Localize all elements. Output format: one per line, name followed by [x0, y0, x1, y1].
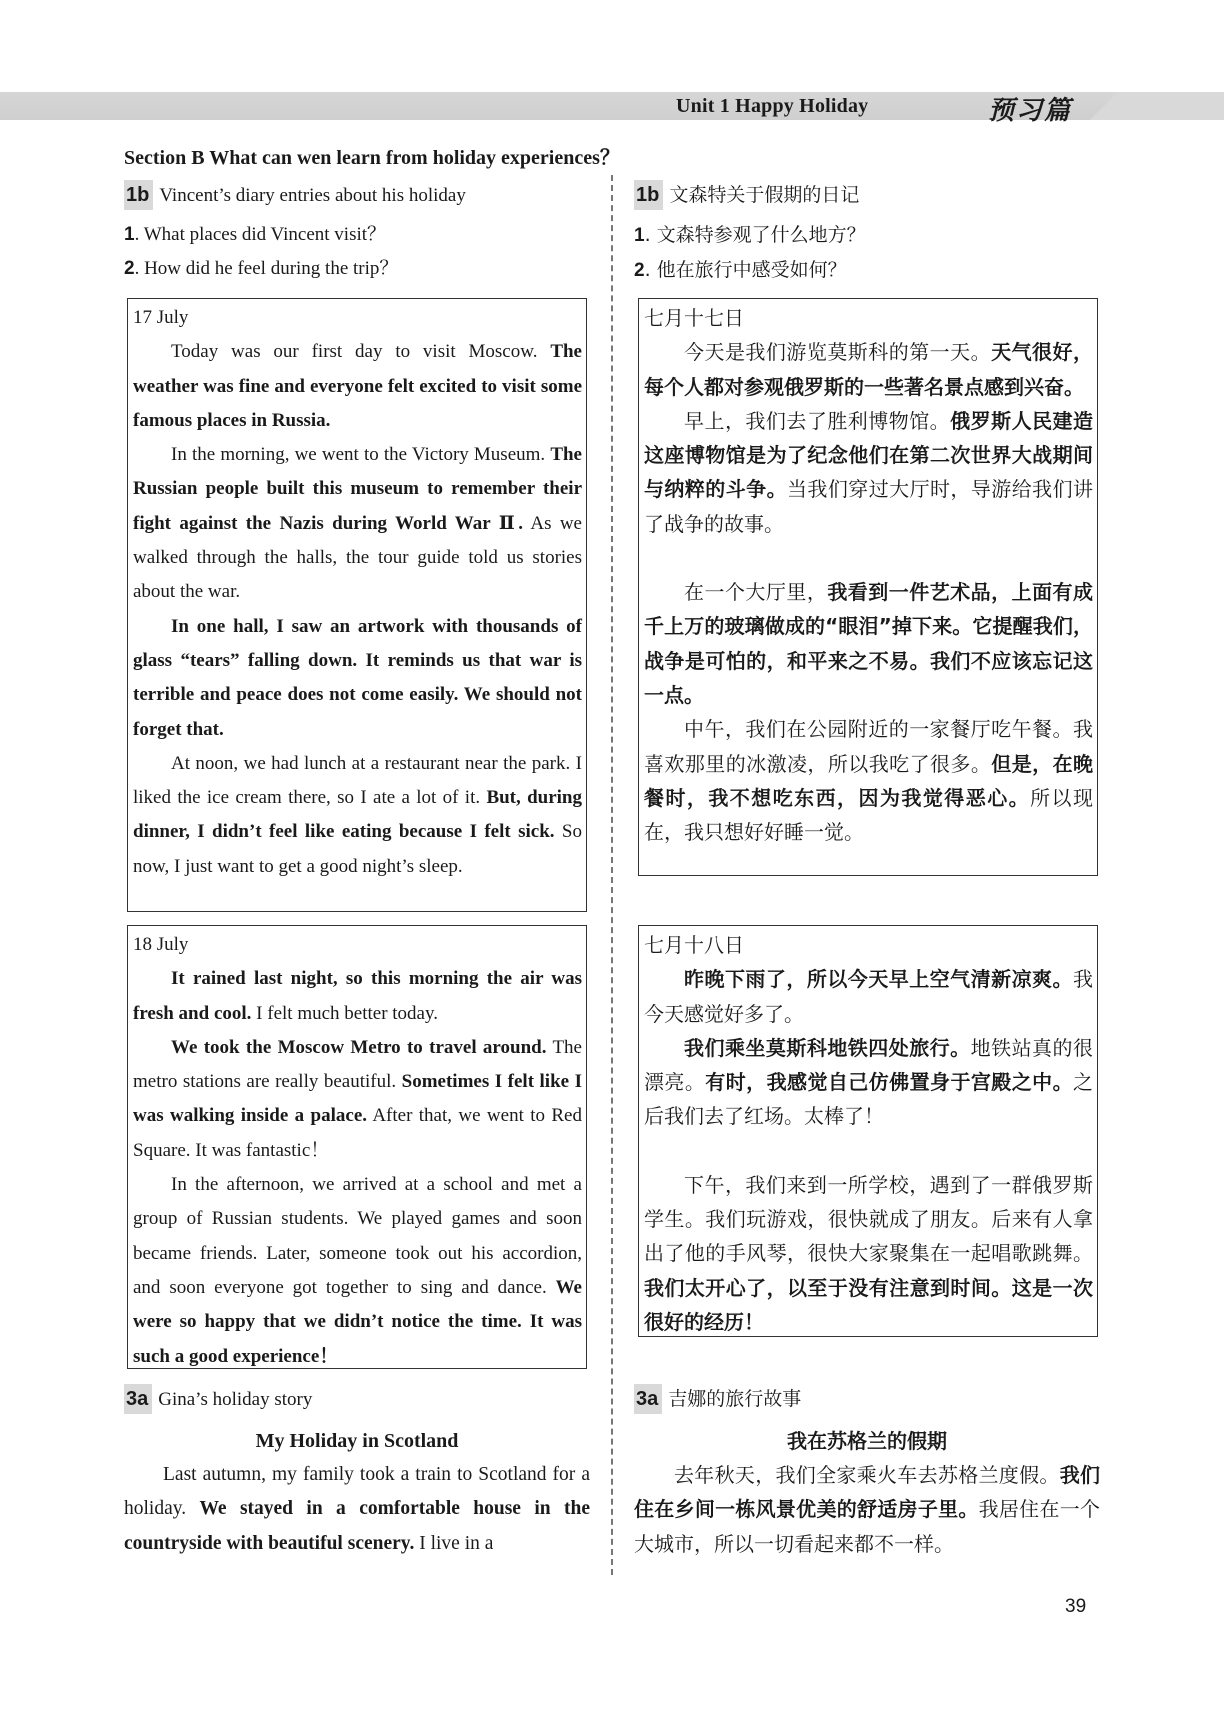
spacer [644, 541, 1093, 575]
diary-entry-1-en [127, 298, 587, 912]
label-text: 文森特关于假期的日记 [669, 184, 860, 206]
question-2-zh [634, 253, 1104, 288]
chinese-column [634, 180, 1104, 288]
plain-text: 下午，我们来到一所学校，遇到了一群俄罗斯学生。我们玩游戏，很快就成了朋友。后来有人拿出了他的手风琴，很快大家聚集在一起唱歌跳舞。 [644, 1172, 1093, 1266]
tag-1b: 1b [634, 180, 663, 210]
question-text: . 他在旅行中感受如何？ [644, 259, 847, 281]
entry-paragraph [133, 747, 582, 884]
bold-text: The weather was fine and everyone felt excited to visit some famous places in Russia. [133, 341, 582, 431]
plain-text: I felt much better today. [251, 1002, 439, 1024]
plain-text: 去年秋天，我们全家乘火车去苏格兰度假。 [674, 1463, 1060, 1487]
plain-text: At noon, we had lunch at a restaurant near the park. I liked the ice cream there, so I ate a lot of it. [133, 752, 582, 809]
label-text: Gina’s holiday story [158, 1389, 313, 1410]
diary-entry-2-zh [638, 925, 1098, 1337]
bold-text: 有时，我感觉自己仿佛置身于宫殿之中。 [705, 1070, 1074, 1095]
plain-text: As we walked through the halls, the tour guide told us stories about the war. [133, 512, 582, 603]
question-number: 1 [634, 225, 645, 246]
entry-paragraph [133, 1031, 582, 1168]
bold-text: We were so happy that we didn’t notice the time. It was such a good experience！ [133, 1276, 582, 1367]
preview-tag: 预习篇 [988, 96, 1073, 126]
story-title-zh: 我在苏格兰的假期 [787, 1429, 947, 1453]
bold-text: 昨晚下雨了，所以今天早上空气清新凉爽。 [684, 967, 1073, 992]
story-paragraph-en [124, 1458, 590, 1561]
story-paragraph-zh [634, 1458, 1100, 1561]
plain-text: 之后我们去了红场。太棒了！ [644, 1070, 1094, 1129]
entry-paragraph [644, 962, 1093, 1031]
plain-text: In the morning, we went to the Victory Museum. [171, 444, 551, 466]
bold-text: In one hall, I saw an artwork with thousands of glass “tears” falling down. It reminds us that war is terrible and peace does not come easily. We should not forget that. [133, 615, 582, 740]
label-3a-zh [634, 1384, 1100, 1414]
bold-text: 我们住在乡间一栋风景优美的舒适房子里。 [634, 1463, 1101, 1522]
plain-text: 当我们穿过大厅时，导游给我们讲了战争的故事。 [644, 477, 1093, 536]
question-1-en [124, 218, 594, 252]
tag-1b: 1b [124, 180, 153, 210]
bold-text: 我看到一件艺术品，上面有成千上万的玻璃做成的“眼泪”掉下来。它提醒我们，战争是可怕的，和平来之不易。我们不应该忘记这一点。 [644, 580, 1094, 707]
bold-text: We stayed in a comfortable house in the countryside with beautiful scenery. [124, 1498, 590, 1554]
plain-text: 地铁站真的很漂亮。 [644, 1035, 1094, 1095]
column-divider [611, 175, 613, 1575]
question-text: . What places did Vincent visit？ [134, 224, 387, 245]
plain-text: So now, I just want to get a good night’s sleep. [133, 821, 582, 877]
entry-date: 18 July [133, 934, 189, 955]
entry-paragraph [644, 1031, 1093, 1134]
bold-text: 天气很好，每个人都对参观俄罗斯的一些著名景点感到兴奋。 [644, 340, 1094, 399]
label-text: 吉娜的旅行故事 [668, 1388, 802, 1410]
story-title-en: My Holiday in Scotland [255, 1430, 459, 1452]
page-number: 39 [1065, 1596, 1087, 1617]
bold-text: 但是，在晚餐时，我不想吃东西，因为我觉得恶心。 [644, 751, 1094, 810]
bold-text: The Russian people built this museum to remember their fight against the Nazis during World War Ⅱ. [133, 444, 582, 534]
tag-3a: 3a [634, 1384, 662, 1414]
question-number: 1 [124, 224, 135, 245]
entry-date: 七月十八日 [644, 933, 744, 957]
english-column [124, 180, 594, 286]
plain-text: 在一个大厅里， [684, 580, 828, 605]
plain-text: 我今天感觉好多了。 [644, 967, 1093, 1026]
entry-date: 17 July [133, 307, 189, 328]
tag-3a: 3a [124, 1384, 152, 1414]
question-number: 2 [124, 258, 135, 279]
entry-paragraph [644, 1168, 1093, 1339]
question-2-en [124, 252, 594, 286]
story-en [124, 1384, 590, 1561]
diary-entry-1-zh [638, 298, 1098, 876]
bold-text: 俄罗斯人民建造这座博物馆是为了纪念他们在第二次世界大战期间与纳粹的斗争。 [644, 408, 1094, 502]
entry-paragraph [644, 404, 1093, 541]
bold-text: 我们乘坐莫斯科地铁四处旅行。 [684, 1035, 971, 1060]
story-zh [634, 1384, 1100, 1561]
plain-text: 我居住在一个大城市，所以一切看起来都不一样。 [634, 1497, 1101, 1556]
label-1b-en [124, 180, 594, 210]
spacer [644, 1134, 1093, 1168]
entry-paragraph [133, 335, 582, 438]
bold-text: Sometimes I felt like I was walking inside a palace. [133, 1071, 582, 1127]
question-number: 2 [634, 260, 645, 281]
plain-text: 早上，我们去了胜利博物馆。 [684, 408, 951, 433]
plain-text: Last autumn, my family took a train to Scotland for a holiday. [124, 1464, 590, 1520]
entry-paragraph [133, 438, 582, 609]
label-text: Vincent’s diary entries about his holiday [159, 185, 466, 206]
bold-text: It rained last night, so this morning the air was fresh and cool. [133, 968, 582, 1024]
bold-text: We took the Moscow Metro to travel around. [171, 1036, 547, 1058]
plain-text: 所以现在，我只想好好睡一觉。 [644, 785, 1094, 845]
entry-paragraph [133, 962, 582, 1031]
entry-paragraph [133, 610, 582, 747]
plain-text: Today was our first day to visit Moscow. [171, 341, 551, 363]
section-title: Section B What can wen learn from holiday experiences？ [124, 147, 620, 169]
entry-paragraph [644, 575, 1093, 712]
diary-entry-2-en [127, 925, 587, 1369]
entry-paragraph [644, 712, 1093, 849]
question-text: . 文森特参观了什么地方？ [644, 224, 866, 246]
question-1-zh [634, 218, 1104, 253]
question-text: . How did he feel during the trip？ [134, 258, 399, 279]
plain-text: 今天是我们游览莫斯科的第一天。 [684, 340, 992, 365]
entry-paragraph [644, 335, 1093, 404]
label-1b-zh [634, 180, 1104, 210]
bold-text: But, during dinner, I didn’t feel like eating because I felt sick. [133, 787, 582, 843]
entry-date: 七月十七日 [644, 306, 744, 330]
plain-text: The metro stations are really beautiful. [133, 1036, 582, 1093]
plain-text: In the afternoon, we arrived at a school and met a group of Russian students. We played games and soon became friends. Later, someone took out his accordion, and soon everyone got together to sing and dance. [133, 1174, 582, 1298]
entry-paragraph [133, 1168, 582, 1374]
label-3a-en [124, 1384, 590, 1414]
unit-title: Unit 1 Happy Holiday [676, 95, 869, 117]
plain-text: 中午，我们在公园附近的一家餐厅吃午餐。我喜欢那里的冰激凌，所以我吃了很多。 [644, 717, 1093, 776]
bold-text: 我们太开心了，以至于没有注意到时间。这是一次很好的经历！ [644, 1275, 1093, 1334]
plain-text: After that, we went to Red Square. It was fantastic！ [133, 1105, 582, 1161]
plain-text: I live in a [414, 1532, 494, 1554]
